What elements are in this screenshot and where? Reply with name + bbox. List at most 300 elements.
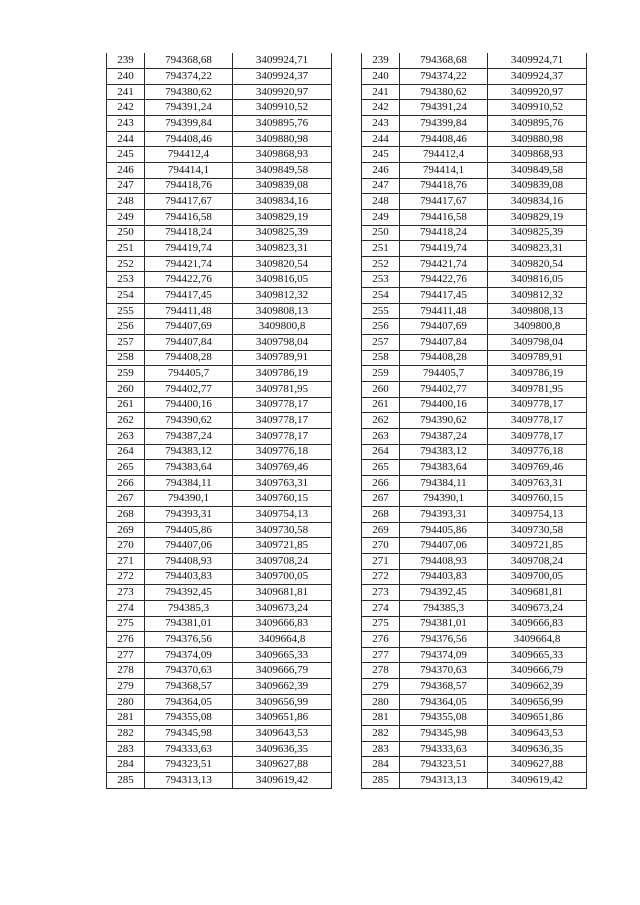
x-coordinate-cell: 794407,84 [400, 335, 488, 351]
x-coordinate-cell: 794412,4 [400, 147, 488, 163]
y-coordinate-cell: 3409924,71 [488, 53, 587, 69]
point-number-cell: 252 [362, 256, 400, 272]
x-coordinate-cell: 794399,84 [145, 116, 233, 132]
point-number-cell: 246 [362, 162, 400, 178]
table-row [362, 69, 587, 85]
y-coordinate-cell: 3409924,37 [233, 69, 332, 85]
table-row [107, 507, 332, 523]
x-coordinate-cell: 794402,77 [145, 381, 233, 397]
table-row [107, 335, 332, 351]
table-row [362, 694, 587, 710]
x-coordinate-cell: 794422,76 [400, 272, 488, 288]
y-coordinate-cell: 3409849,58 [233, 162, 332, 178]
x-coordinate-cell: 794383,64 [145, 460, 233, 476]
x-coordinate-cell: 794407,06 [400, 538, 488, 554]
point-number-cell: 249 [362, 209, 400, 225]
table-row [107, 53, 332, 69]
point-number-cell: 260 [362, 381, 400, 397]
point-number-cell: 269 [362, 522, 400, 538]
x-coordinate-cell: 794374,22 [145, 69, 233, 85]
y-coordinate-cell: 3409825,39 [488, 225, 587, 241]
table-row [107, 256, 332, 272]
x-coordinate-cell: 794411,48 [145, 303, 233, 319]
y-coordinate-cell: 3409823,31 [233, 241, 332, 257]
point-number-cell: 282 [362, 726, 400, 742]
table-row [362, 84, 587, 100]
point-number-cell: 262 [362, 413, 400, 429]
table-row [107, 319, 332, 335]
x-coordinate-cell: 794418,24 [400, 225, 488, 241]
y-coordinate-cell: 3409781,95 [233, 381, 332, 397]
table-row [362, 475, 587, 491]
table-row [362, 116, 587, 132]
y-coordinate-cell: 3409924,71 [233, 53, 332, 69]
y-coordinate-cell: 3409651,86 [233, 710, 332, 726]
table-row [107, 522, 332, 538]
x-coordinate-cell: 794417,45 [400, 288, 488, 304]
x-coordinate-cell: 794368,68 [145, 53, 233, 69]
y-coordinate-cell: 3409656,99 [488, 694, 587, 710]
x-coordinate-cell: 794384,11 [145, 475, 233, 491]
point-number-cell: 274 [362, 600, 400, 616]
table-row [107, 303, 332, 319]
y-coordinate-cell: 3409662,39 [488, 679, 587, 695]
point-number-cell: 276 [362, 632, 400, 648]
table-row [107, 288, 332, 304]
x-coordinate-cell: 794422,76 [145, 272, 233, 288]
table-row [107, 397, 332, 413]
point-number-cell: 277 [362, 647, 400, 663]
y-coordinate-cell: 3409820,54 [488, 256, 587, 272]
y-coordinate-cell: 3409778,17 [233, 413, 332, 429]
table-row [362, 460, 587, 476]
y-coordinate-cell: 3409666,79 [488, 663, 587, 679]
y-coordinate-cell: 3409730,58 [488, 522, 587, 538]
y-coordinate-cell: 3409778,17 [488, 413, 587, 429]
point-number-cell: 253 [107, 272, 145, 288]
point-number-cell: 267 [362, 491, 400, 507]
point-number-cell: 245 [107, 147, 145, 163]
table-row [107, 272, 332, 288]
point-number-cell: 244 [362, 131, 400, 147]
table-row [362, 772, 587, 788]
point-number-cell: 243 [362, 116, 400, 132]
y-coordinate-cell: 3409627,88 [488, 757, 587, 773]
x-coordinate-cell: 794364,05 [400, 694, 488, 710]
table-row [362, 381, 587, 397]
x-coordinate-cell: 794393,31 [400, 507, 488, 523]
y-coordinate-cell: 3409636,35 [488, 741, 587, 757]
x-coordinate-cell: 794418,76 [145, 178, 233, 194]
point-number-cell: 266 [362, 475, 400, 491]
point-number-cell: 281 [362, 710, 400, 726]
point-number-cell: 250 [107, 225, 145, 241]
point-number-cell: 262 [107, 413, 145, 429]
table-row [362, 616, 587, 632]
table-row [107, 710, 332, 726]
point-number-cell: 268 [362, 507, 400, 523]
y-coordinate-cell: 3409700,05 [488, 569, 587, 585]
point-number-cell: 247 [362, 178, 400, 194]
coordinates-table-body [362, 53, 587, 788]
table-row [107, 632, 332, 648]
table-row [107, 444, 332, 460]
x-coordinate-cell: 794355,08 [400, 710, 488, 726]
table-row [107, 679, 332, 695]
table-row [362, 741, 587, 757]
y-coordinate-cell: 3409880,98 [233, 131, 332, 147]
table-row [107, 772, 332, 788]
table-row [362, 757, 587, 773]
x-coordinate-cell: 794412,4 [145, 147, 233, 163]
y-coordinate-cell: 3409681,81 [233, 585, 332, 601]
table-row [362, 397, 587, 413]
point-number-cell: 276 [107, 632, 145, 648]
table-row [107, 147, 332, 163]
table-row [362, 366, 587, 382]
table-row [107, 69, 332, 85]
point-number-cell: 277 [107, 647, 145, 663]
x-coordinate-cell: 794400,16 [400, 397, 488, 413]
table-row [107, 663, 332, 679]
x-coordinate-cell: 794313,13 [145, 772, 233, 788]
table-row [107, 647, 332, 663]
y-coordinate-cell: 3409665,33 [488, 647, 587, 663]
x-coordinate-cell: 794383,12 [145, 444, 233, 460]
x-coordinate-cell: 794408,93 [400, 554, 488, 570]
point-number-cell: 269 [107, 522, 145, 538]
table-row [107, 100, 332, 116]
table-row [362, 585, 587, 601]
point-number-cell: 255 [362, 303, 400, 319]
table-row [362, 335, 587, 351]
table-row [362, 194, 587, 210]
point-number-cell: 273 [362, 585, 400, 601]
y-coordinate-cell: 3409651,86 [488, 710, 587, 726]
x-coordinate-cell: 794399,84 [400, 116, 488, 132]
point-number-cell: 271 [107, 554, 145, 570]
y-coordinate-cell: 3409800,8 [233, 319, 332, 335]
y-coordinate-cell: 3409778,17 [488, 397, 587, 413]
point-number-cell: 272 [362, 569, 400, 585]
table-row [107, 350, 332, 366]
x-coordinate-cell: 794385,3 [400, 600, 488, 616]
y-coordinate-cell: 3409839,08 [488, 178, 587, 194]
point-number-cell: 258 [362, 350, 400, 366]
point-number-cell: 270 [107, 538, 145, 554]
x-coordinate-cell: 794414,1 [400, 162, 488, 178]
table-row [362, 726, 587, 742]
point-number-cell: 248 [362, 194, 400, 210]
x-coordinate-cell: 794313,13 [400, 772, 488, 788]
table-row [362, 538, 587, 554]
x-coordinate-cell: 794403,83 [400, 569, 488, 585]
table-row [107, 413, 332, 429]
y-coordinate-cell: 3409708,24 [488, 554, 587, 570]
x-coordinate-cell: 794384,11 [400, 475, 488, 491]
y-coordinate-cell: 3409820,54 [233, 256, 332, 272]
y-coordinate-cell: 3409664,8 [488, 632, 587, 648]
x-coordinate-cell: 794402,77 [400, 381, 488, 397]
point-number-cell: 240 [362, 69, 400, 85]
y-coordinate-cell: 3409721,85 [233, 538, 332, 554]
y-coordinate-cell: 3409643,53 [488, 726, 587, 742]
table-row [362, 147, 587, 163]
table-row [107, 194, 332, 210]
y-coordinate-cell: 3409849,58 [488, 162, 587, 178]
table-row [107, 538, 332, 554]
table-row [362, 491, 587, 507]
table-row [107, 116, 332, 132]
x-coordinate-cell: 794387,24 [400, 428, 488, 444]
y-coordinate-cell: 3409789,91 [233, 350, 332, 366]
point-number-cell: 275 [107, 616, 145, 632]
point-number-cell: 249 [107, 209, 145, 225]
y-coordinate-cell: 3409708,24 [233, 554, 332, 570]
x-coordinate-cell: 794405,86 [400, 522, 488, 538]
point-number-cell: 254 [107, 288, 145, 304]
point-number-cell: 244 [107, 131, 145, 147]
y-coordinate-cell: 3409895,76 [488, 116, 587, 132]
table-row [107, 225, 332, 241]
x-coordinate-cell: 794408,46 [145, 131, 233, 147]
table-row [107, 569, 332, 585]
y-coordinate-cell: 3409910,52 [488, 100, 587, 116]
table-row [362, 288, 587, 304]
y-coordinate-cell: 3409786,19 [233, 366, 332, 382]
x-coordinate-cell: 794390,62 [400, 413, 488, 429]
y-coordinate-cell: 3409700,05 [233, 569, 332, 585]
point-number-cell: 239 [107, 53, 145, 69]
y-coordinate-cell: 3409812,32 [233, 288, 332, 304]
y-coordinate-cell: 3409643,53 [233, 726, 332, 742]
point-number-cell: 255 [107, 303, 145, 319]
point-number-cell: 281 [107, 710, 145, 726]
x-coordinate-cell: 794380,62 [145, 84, 233, 100]
point-number-cell: 261 [362, 397, 400, 413]
x-coordinate-cell: 794416,58 [145, 209, 233, 225]
y-coordinate-cell: 3409895,76 [233, 116, 332, 132]
table-row [362, 663, 587, 679]
y-coordinate-cell: 3409721,85 [488, 538, 587, 554]
point-number-cell: 282 [107, 726, 145, 742]
x-coordinate-cell: 794392,45 [400, 585, 488, 601]
table-row [362, 209, 587, 225]
x-coordinate-cell: 794364,05 [145, 694, 233, 710]
y-coordinate-cell: 3409666,83 [488, 616, 587, 632]
table-row [362, 710, 587, 726]
point-number-cell: 283 [362, 741, 400, 757]
y-coordinate-cell: 3409769,46 [488, 460, 587, 476]
x-coordinate-cell: 794421,74 [145, 256, 233, 272]
y-coordinate-cell: 3409800,8 [488, 319, 587, 335]
point-number-cell: 285 [362, 772, 400, 788]
table-row [362, 100, 587, 116]
x-coordinate-cell: 794405,86 [145, 522, 233, 538]
table-row [362, 178, 587, 194]
x-coordinate-cell: 794408,28 [400, 350, 488, 366]
point-number-cell: 263 [107, 428, 145, 444]
x-coordinate-cell: 794374,09 [400, 647, 488, 663]
x-coordinate-cell: 794390,1 [400, 491, 488, 507]
point-number-cell: 275 [362, 616, 400, 632]
table-row [107, 460, 332, 476]
table-row [362, 131, 587, 147]
y-coordinate-cell: 3409664,8 [233, 632, 332, 648]
point-number-cell: 256 [362, 319, 400, 335]
point-number-cell: 252 [107, 256, 145, 272]
table-row [107, 491, 332, 507]
y-coordinate-cell: 3409778,17 [233, 397, 332, 413]
table-row [107, 585, 332, 601]
point-number-cell: 250 [362, 225, 400, 241]
y-coordinate-cell: 3409834,16 [488, 194, 587, 210]
y-coordinate-cell: 3409666,79 [233, 663, 332, 679]
y-coordinate-cell: 3409656,99 [233, 694, 332, 710]
point-number-cell: 246 [107, 162, 145, 178]
point-number-cell: 270 [362, 538, 400, 554]
table-row [107, 757, 332, 773]
table-row [107, 554, 332, 570]
point-number-cell: 271 [362, 554, 400, 570]
y-coordinate-cell: 3409760,15 [488, 491, 587, 507]
x-coordinate-cell: 794400,16 [145, 397, 233, 413]
x-coordinate-cell: 794408,46 [400, 131, 488, 147]
table-row [362, 507, 587, 523]
point-number-cell: 248 [107, 194, 145, 210]
x-coordinate-cell: 794393,31 [145, 507, 233, 523]
y-coordinate-cell: 3409880,98 [488, 131, 587, 147]
y-coordinate-cell: 3409754,13 [233, 507, 332, 523]
point-number-cell: 280 [107, 694, 145, 710]
y-coordinate-cell: 3409619,42 [233, 772, 332, 788]
point-number-cell: 265 [362, 460, 400, 476]
y-coordinate-cell: 3409798,04 [233, 335, 332, 351]
point-number-cell: 242 [107, 100, 145, 116]
point-number-cell: 264 [107, 444, 145, 460]
y-coordinate-cell: 3409812,32 [488, 288, 587, 304]
table-row [362, 241, 587, 257]
x-coordinate-cell: 794368,57 [145, 679, 233, 695]
point-number-cell: 279 [362, 679, 400, 695]
x-coordinate-cell: 794345,98 [145, 726, 233, 742]
x-coordinate-cell: 794405,7 [145, 366, 233, 382]
point-number-cell: 274 [107, 600, 145, 616]
point-number-cell: 272 [107, 569, 145, 585]
x-coordinate-cell: 794407,69 [400, 319, 488, 335]
point-number-cell: 266 [107, 475, 145, 491]
y-coordinate-cell: 3409763,31 [233, 475, 332, 491]
y-coordinate-cell: 3409789,91 [488, 350, 587, 366]
y-coordinate-cell: 3409662,39 [233, 679, 332, 695]
y-coordinate-cell: 3409769,46 [233, 460, 332, 476]
point-number-cell: 259 [362, 366, 400, 382]
y-coordinate-cell: 3409920,97 [233, 84, 332, 100]
point-number-cell: 253 [362, 272, 400, 288]
x-coordinate-cell: 794414,1 [145, 162, 233, 178]
table-row [107, 741, 332, 757]
x-coordinate-cell: 794417,67 [145, 194, 233, 210]
y-coordinate-cell: 3409829,19 [488, 209, 587, 225]
table-row [362, 679, 587, 695]
x-coordinate-cell: 794417,67 [400, 194, 488, 210]
table-row [362, 162, 587, 178]
y-coordinate-cell: 3409868,93 [233, 147, 332, 163]
x-coordinate-cell: 794380,62 [400, 84, 488, 100]
x-coordinate-cell: 794345,98 [400, 726, 488, 742]
y-coordinate-cell: 3409636,35 [233, 741, 332, 757]
y-coordinate-cell: 3409839,08 [233, 178, 332, 194]
table-row [107, 84, 332, 100]
table-row [362, 413, 587, 429]
table-row [362, 428, 587, 444]
x-coordinate-cell: 794418,24 [145, 225, 233, 241]
table-row [107, 616, 332, 632]
table-row [362, 632, 587, 648]
x-coordinate-cell: 794390,62 [145, 413, 233, 429]
point-number-cell: 267 [107, 491, 145, 507]
table-row [107, 178, 332, 194]
table-row [107, 366, 332, 382]
y-coordinate-cell: 3409730,58 [233, 522, 332, 538]
table-row [107, 209, 332, 225]
point-number-cell: 258 [107, 350, 145, 366]
point-number-cell: 254 [362, 288, 400, 304]
x-coordinate-cell: 794376,56 [145, 632, 233, 648]
x-coordinate-cell: 794416,58 [400, 209, 488, 225]
point-number-cell: 264 [362, 444, 400, 460]
table-row [107, 600, 332, 616]
table-row [362, 53, 587, 69]
table-row [107, 381, 332, 397]
x-coordinate-cell: 794370,63 [400, 663, 488, 679]
x-coordinate-cell: 794407,84 [145, 335, 233, 351]
x-coordinate-cell: 794392,45 [145, 585, 233, 601]
y-coordinate-cell: 3409619,42 [488, 772, 587, 788]
point-number-cell: 278 [107, 663, 145, 679]
y-coordinate-cell: 3409823,31 [488, 241, 587, 257]
x-coordinate-cell: 794333,63 [400, 741, 488, 757]
point-number-cell: 240 [107, 69, 145, 85]
point-number-cell: 257 [362, 335, 400, 351]
table-row [362, 444, 587, 460]
x-coordinate-cell: 794374,09 [145, 647, 233, 663]
point-number-cell: 273 [107, 585, 145, 601]
point-number-cell: 278 [362, 663, 400, 679]
point-number-cell: 268 [107, 507, 145, 523]
point-number-cell: 256 [107, 319, 145, 335]
y-coordinate-cell: 3409627,88 [233, 757, 332, 773]
point-number-cell: 241 [107, 84, 145, 100]
y-coordinate-cell: 3409924,37 [488, 69, 587, 85]
x-coordinate-cell: 794390,1 [145, 491, 233, 507]
y-coordinate-cell: 3409829,19 [233, 209, 332, 225]
table-row [107, 162, 332, 178]
point-number-cell: 263 [362, 428, 400, 444]
point-number-cell: 285 [107, 772, 145, 788]
x-coordinate-cell: 794381,01 [400, 616, 488, 632]
x-coordinate-cell: 794387,24 [145, 428, 233, 444]
y-coordinate-cell: 3409681,81 [488, 585, 587, 601]
y-coordinate-cell: 3409798,04 [488, 335, 587, 351]
point-number-cell: 284 [107, 757, 145, 773]
x-coordinate-cell: 794408,93 [145, 554, 233, 570]
table-row [107, 131, 332, 147]
y-coordinate-cell: 3409763,31 [488, 475, 587, 491]
point-number-cell: 239 [362, 53, 400, 69]
table-row [362, 225, 587, 241]
x-coordinate-cell: 794418,76 [400, 178, 488, 194]
